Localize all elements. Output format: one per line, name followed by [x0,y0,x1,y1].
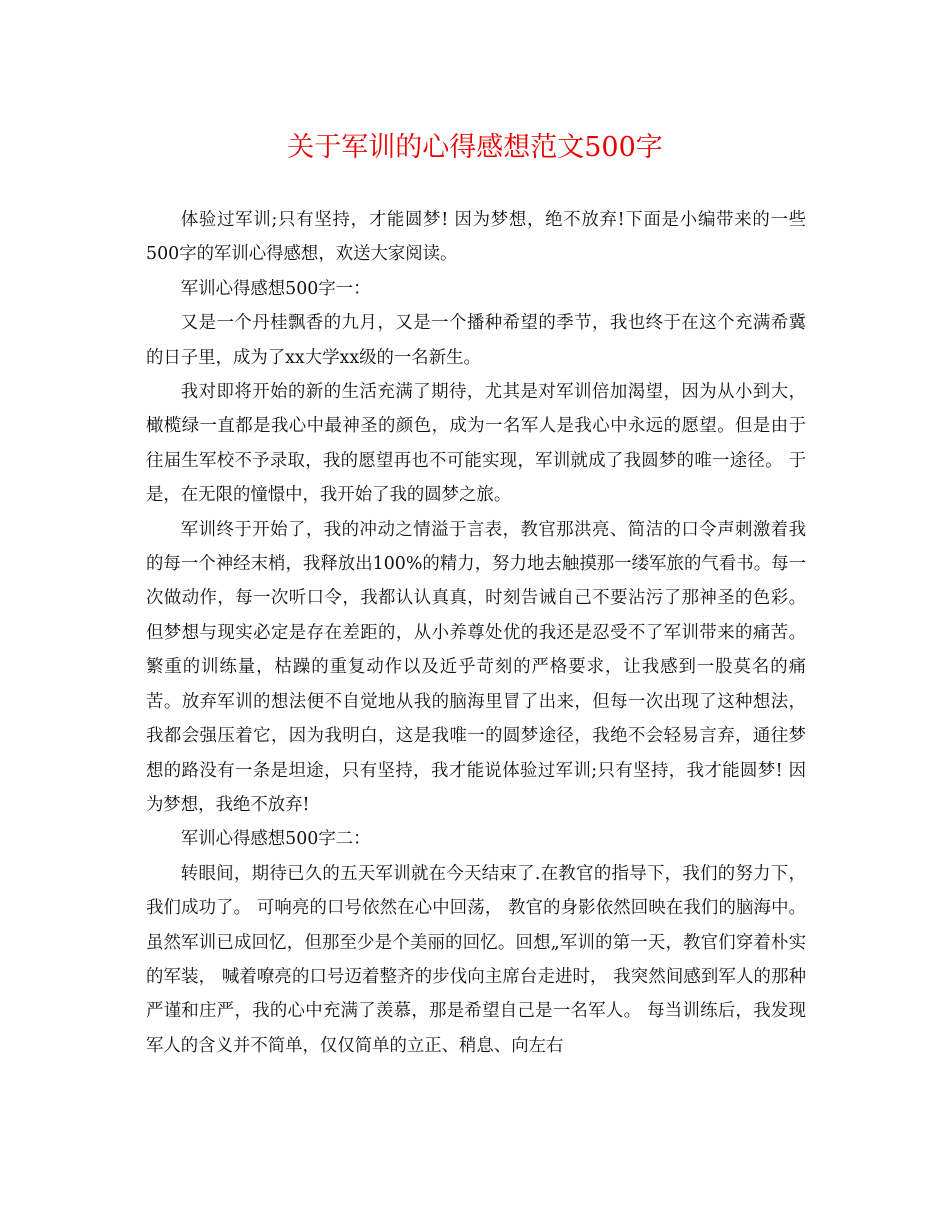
paragraph: 转眼间，期待已久的五天军训就在今天结束了.在教官的指导下，我们的努力下， 我们成功了。 可响亮的口号依然在心中回荡， 教官的身影依然回映在我们的脑海中。虽然军训已成回忆，但那至少是个美丽的回忆。回想„军训的第一天，教官们穿着朴实的军装， 喊着嘹亮的口号迈着整齐的步伐向主席台走进时， 我突然间感到军人的那种严谨和庄严，我的心中充满了羡慕，那是希望自己是一名军人。 每当训练后，我发现军人的含义并不简单，仅仅简单的立正、稍息、向左右 [146,863,806,1056]
paragraph-intro: 体验过军训;只有坚持，才能圆梦! 因为梦想，绝不放弃!下面是小编带来的一些500字的军训心得感想，欢送大家阅读。 [146,210,806,265]
section-heading-two: 军训心得感想500字二： [180,829,371,850]
paragraph: 又是一个丹桂飘香的九月，又是一个播种希望的季节，我也终于在这个充满希冀的日子里，成为了xx大学xx级的一名新生。 [146,313,806,368]
section-heading-one: 军训心得感想500字一： [180,278,371,299]
document-body [146,203,806,1063]
paragraph: 军训终于开始了，我的冲动之情溢于言表，教官那洪亮、简洁的口令声刺激着我的每一个神经末梢，我释放出100%的精力，努力地去触摸那一缕军旅的气看书。每一次做动作，每一次听口令，我都认认真真，时刻告诫自己不要沾污了那神圣的色彩。但梦想与现实必定是存在差距的，从小养尊处优的我还是忍受不了军训带来的痛苦。繁重的训练量，枯躁的重复动作以及近乎苛刻的严格要求，让我感到一股莫名的痛苦。放弃军训的想法便不自觉地从我的脑海里冒了出来，但每一次出现了这种想法，我都会强压着它，因为我明白，这是我唯一的圆梦途径，我绝不会轻易言弃，通往梦想的路没有一条是坦途，只有坚持，我才能说体验过军训;只有坚持，我才能圆梦! 因为梦想，我绝不放弃! [146,519,806,815]
paragraph: 我对即将开始的新的生活充满了期待，尤其是对军训倍加渴望，因为从小到大，橄榄绿一直都是我心中最神圣的颜色，成为一名军人是我心中永远的愿望。但是由于往届生军校不予录取，我的愿望再也不可能实现，军训就成了我圆梦的唯一途径。 于是，在无限的憧憬中，我开始了我的圆梦之旅。 [146,382,806,506]
document-title: 关于军训的心得感想范文500字 [287,132,663,163]
